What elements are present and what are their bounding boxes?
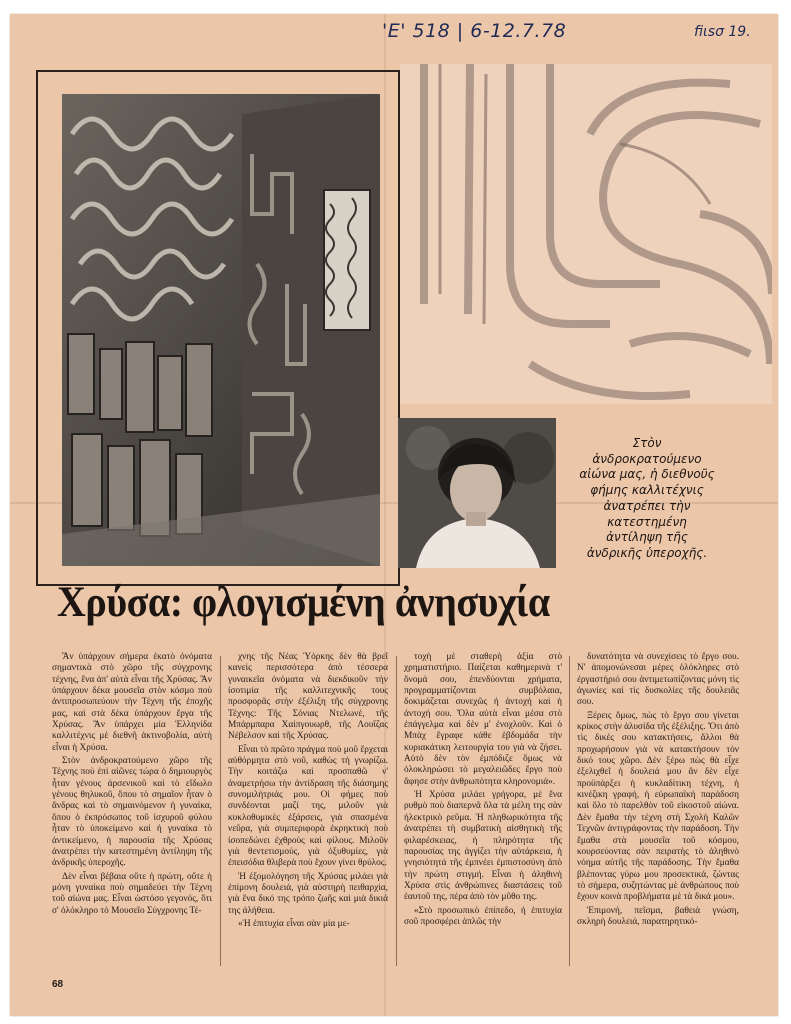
article-column-3: [404, 652, 562, 930]
abstract-neon-shapes: [400, 64, 772, 404]
handwritten-reference: 'E' 518 | 6-12.7.78: [382, 20, 567, 42]
paragraph: Ἂν ὑπάρχουν σήμερα ἑκατὸ ὀνόματα σημαντικὰ στὸ χῶρο τῆς σύγχρονης τέχνης, ἕνα ἀπ' αὐτὰ εἶναι τῆς Χρύσας. Ἂν ὑπάρχουν δέκα μουσεῖα στὸν κόσμο ποὺ ἀντιπροσωπεύουν τὴν Τέχνη τῆς ἐποχῆς μας, καὶ στὰ δέκα ὑπάρχουν ἔργα τῆς Χρύσας. Ἂν ὑπάρχει μία Ἑλληνίδα καλλιτέχνις μὲ διεθνῆ ἀκτινοβολία, αὐτὴ εἶναι ἡ Χρύσα.: [52, 652, 212, 753]
caption-line: αἰώνα μας, ἡ διεθνοῦς: [579, 467, 715, 482]
paragraph: «Στὸ προσωπικὸ ἐπίπεδο, ἡ ἐπιτυχία σοῦ προσφέρει ἁπλῶς τὴν: [404, 905, 562, 927]
paragraph: Ἡ Χρύσα μιλάει γρήγορα, μὲ ἕνα ρυθμὸ ποὺ διαπερνᾶ ὅλα τὰ μέλη της σὰν ἠλεκτρικὸ ρεῦμα. Ἡ πληθωρικότητα τῆς ἀνατρέπει τὴ συμβατικὴ αἰσθητικὴ τῆς φιλαρέσκειας, ἡ πληρότητα τῆς παρουσίας της ἀγγίζει τὴν αὐτάρκεια, ἡ γνησιότητά τῆς ἐμπνέει ἐμπιστοσύνη ἀπὸ τὴν πρώτη στιγμή. Εἶναι ἡ ἀληθινὴ Χρύσα στὶς ἀνθρώπινες διαστάσεις τοῦ ἑαυτοῦ της, πέρα ἀπὸ τὸν μῦθο της.: [404, 790, 562, 903]
paragraph: τοχὴ μὲ σταθερὴ ἀξία στὸ χρηματιστήριο. Παίζεται καθημερινὰ τ' ὄνομά σου, ἐπενδύονται χρήματα, προγραμματίζονται συμβόλαια, δοκιμάζεται συνεχῶς ἡ ἀντοχή καὶ ἡ ἀντοχή σου. Ὅλα αὐτὰ εἶναι μέσα στὸ ἐπάγγελμα καὶ δὲν μ' ἐνοχλοῦν. Καὶ ὁ Μπὰχ ἔγραφε κάθε ἑβδομάδα τὴν κυριακάτικη λειτουργία του γιὰ νὰ ζήσει. Αὐτὸ δὲν τὸν ἐμπόδιζε ὅμως νὰ ὁλοκληρώσει τὸ μεγαλειῶδες ἔργο ποὺ ἄφησε στὴν ἀνθρωπότητα κληρονομιά».: [404, 652, 562, 787]
page-number: 68: [52, 979, 64, 990]
sculpture-wall-photo: [62, 94, 380, 566]
column-rule: [569, 656, 570, 966]
caption-line: ἀνδρικῆς ὑπεροχῆς.: [586, 545, 708, 560]
paragraph: δυνατότητα νὰ συνεχίσεις τὸ ἔργο σου. Ν' ἀπομονώνεσαι μέρες ὁλόκληρες στὸ ἐργαστήριό σου ἀντιμετωπίζοντας μόνη τὶς ἀγωνίες καὶ τὶς δυσκολίες τῆς δουλειᾶς σου.: [577, 652, 739, 708]
abstract-letterform-image: [400, 64, 772, 404]
article-column-4: [577, 652, 739, 930]
article-headline: Χρύσα: φλογισμένη ἀνησυχία: [57, 579, 550, 626]
column-rule: [396, 656, 397, 966]
paragraph: «Ἡ ἐπιτυχία εἶναι σὰν μία με-: [238, 918, 350, 929]
paragraph: Ἐπιμονή, πεῖσμα, βαθειὰ γνώση, σκληρὴ δουλειά, παρατηρητικό-: [577, 905, 739, 927]
article-column-1: [52, 652, 212, 919]
handwritten-page-mark: fiιsσ 19.: [694, 24, 751, 40]
caption-line: ἀνδροκρατούμενο: [592, 451, 702, 466]
caption-line: φήμης καλλιτέχνις: [590, 483, 704, 498]
sculpture-relief-image: [62, 94, 380, 566]
caption-line: κατεστημένη: [607, 514, 687, 529]
paragraph: Ξέρεις ὅμως, πὼς τὸ ἔργο σου γίνεται κρίκος στὴν ἁλυσίδα τῆς ἐξέλιξης. Ὅτι ἀπὸ τὶς δικές σου κατακτήσεις, ἄλλοι θὰ προχωρήσουν γιὰ νὰ κατακτήσουν τὸν δικό τους χῶρο. Δὲν ξέρω πὼς θὰ εἶχε ἐξελιχθεῖ ἡ δουλειά μου ἂν δὲν εἶχε προϋπάρξει ἡ κυκλαδίτικη τέχνη, ἡ κινέζικη γραφή, ἡ εὐρωπαϊκὴ παράδοση καὶ ὅλο τὸ παρελθὸν τοῦ εἰκοστοῦ αἰώνα. Δὲν ἔμαθα τὴν τέχνη στὴ Σχολὴ Καλῶν Τεχνῶν ἀντιγράφοντας τὴν παράδοση. Τὴν ἔμαθα στὰ μουσεῖα τοῦ κόσμου, κουρσεύοντας σὰν πειρατὴς τὸ ἀληθινὸ νόημα αὐτῆς τῆς παράδοσης. Τὴν ἔμαθα βλέποντας γύρω μου προσεκτικά, ζώντας τὸ σήμερα, συζητώντας μὲ ἀνθρώπους ποὺ ἔχουν κοινὰ προβλήματα μὲ τὰ δικά μου».: [577, 710, 739, 903]
paragraph: Δὲν εἶναι βέβαια οὔτε ἡ πρώτη, οὔτε ἡ μόνη γυναίκα ποὺ σημαδεύει τὴν Τέχνη τοῦ αἰώνα μας. Εἶναι ὡστόσο γεγονός, ὅτι σ' ὁλόκληρο τὸ Μουσεῖο Σύγχρονης Τέ-: [52, 871, 212, 916]
caption-line: ἀντίληψη τῆς: [606, 530, 688, 545]
pull-quote-caption: [570, 436, 724, 562]
article-column-2: [228, 652, 388, 932]
caption-line: Στὸν: [632, 436, 662, 450]
portrait-image: [398, 418, 556, 568]
paragraph: Εἶναι τὸ πρῶτο πράγμα ποὺ μοῦ ἔρχεται αὐθόρμητα στὸ νοῦ, καθὼς τὴ γνωρίζω. Τὴν κοιτάζω καὶ προσπαθῶ ν' ἀναμετρήσω τὴν ἀντίδραση τῆς διάσημης συνομιλήτριάς μου. Οἱ φήμες ποὺ συνδέονται μαζί της, μιλοῦν γιὰ κυκλοθυμικὲς ἐξάρσεις, γιὰ σπασμένα νεῦρα, γιὰ συμπεριφορὰ ἐκρηκτικὴ ποὺ ἰσοπεδώνει ἐχθροὺς καὶ φίλους. Μιλοῦν γιὰ θεντετισμούς, γιὰ ὀξυθυμίες, γιὰ ἐπεισόδια θλιβερὰ ποὺ ἔχουν γίνει θρύλος.: [228, 744, 388, 869]
column-rule: [220, 656, 221, 966]
paragraph: Στὸν ἀνδροκρατούμενο χῶρο τῆς Τέχνης ποὺ ἐπὶ αἰῶνες τώρα ὁ δημιουργὸς ἦταν γένους ἀρσενικοῦ καὶ τὸ εἴδωλο γένους θηλυκοῦ, ὅπου τὸ σημαῖον ἦταν ὁ ἄνδρας καὶ τὸ σημαινόμενον ἡ γυναίκα, ὅπου ὁ ἐκπρόσωπος τοῦ ἰσχυροῦ φύλου ἦταν τὸ ὑποκείμενο καὶ ἡ γυναίκα τὸ ἀντικείμενο, ἡ παρουσία τῆς Χρύσας ἀνατρέπει τὴν κατεστημένη ἀντίληψη τῆς ἀνδρικῆς ὑπεροχῆς.: [52, 756, 212, 869]
artist-portrait-photo: [398, 418, 556, 568]
paragraph: Ἡ ἐξομολόγηση τῆς Χρύσας μιλάει γιὰ ἐπίμονη δουλειά, γιὰ αὐστηρὴ πειθαρχία, γιὰ ἕνα δικό της τρόπο ζωῆς καὶ μιὰ δικιά της ἀλήθεια.: [228, 871, 388, 916]
paragraph: χνης τῆς Νέας Ὑόρκης δὲν θὰ βρεῖ κανεὶς περισσότερα ἀπὸ τέσσερα γυναικεῖα ὀνόματα νὰ διεκδικοῦν τὴν ἰσοτιμία τῆς καλλιτεχνικῆς τους προσφορᾶς στὴν ἐξέλιξη τῆς σύγχρονης Τέχνης: Τῆς Σόνιας Ντελωνέ, τῆς Μπάρμπαρα Χαίπγουωρθ, τῆς Λουΐζας Νέβελσον καὶ τῆς Χρύσας.: [228, 652, 388, 742]
caption-line: ἀνατρέπει τὴν: [603, 498, 691, 513]
